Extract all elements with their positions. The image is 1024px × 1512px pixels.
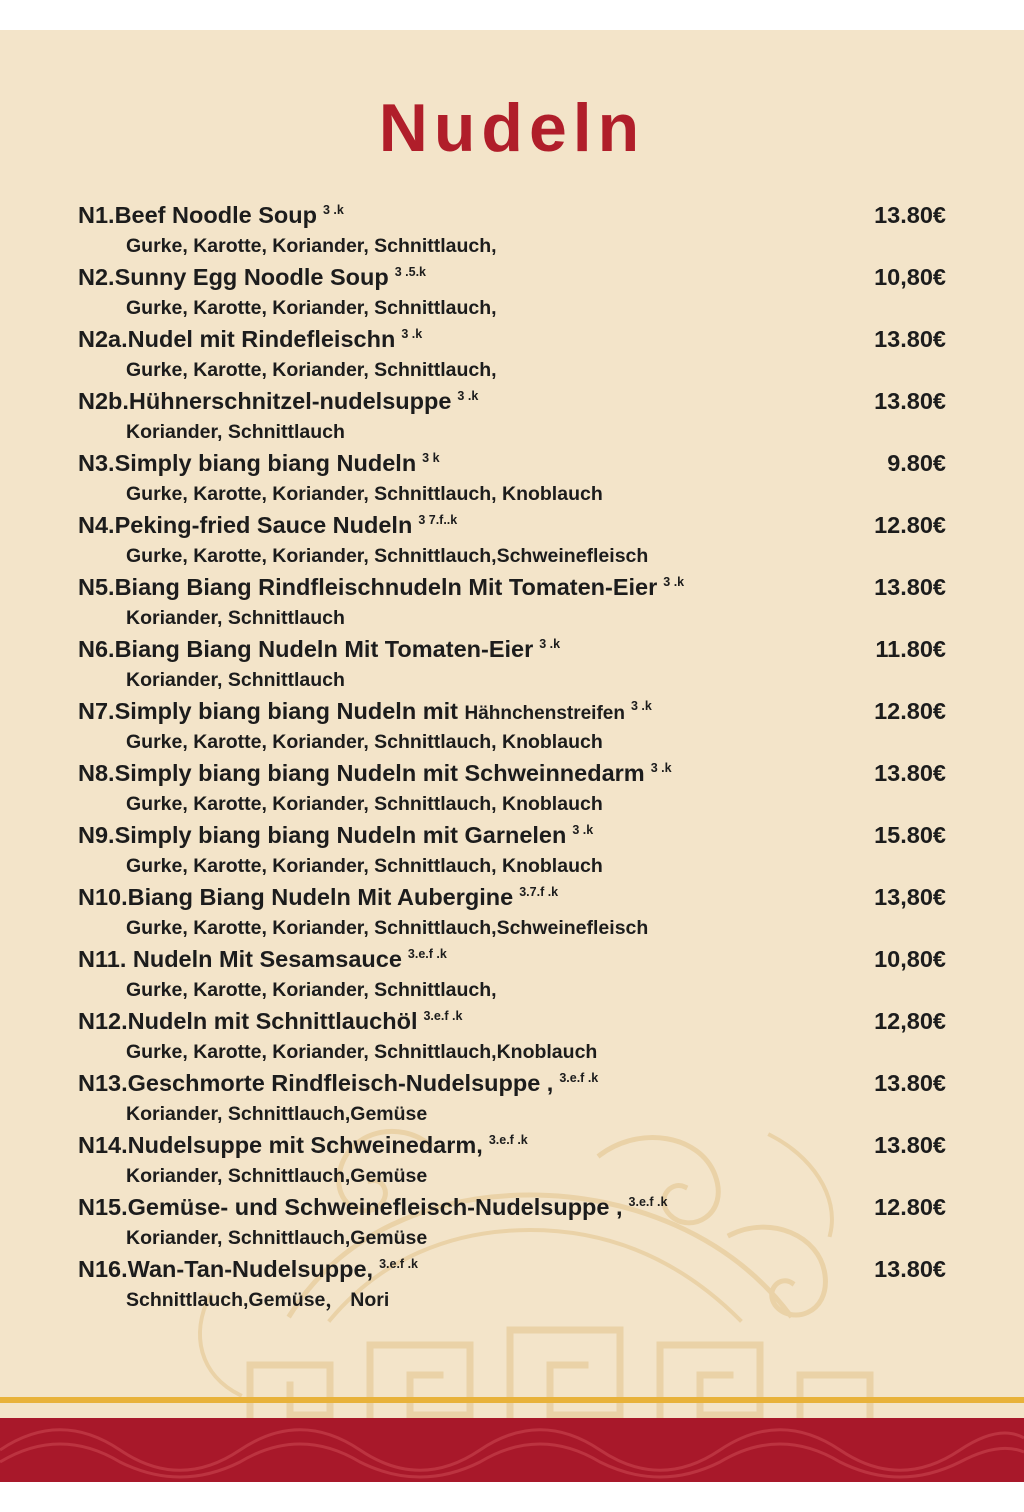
menu-item-price: 13.80€ <box>874 760 946 786</box>
menu-item <box>0 756 1024 818</box>
menu-item-name <box>78 446 440 480</box>
menu-item-price: 13.80€ <box>874 388 946 414</box>
menu-item-price: 12,80€ <box>874 1008 946 1034</box>
menu-item-name <box>78 694 652 728</box>
menu-item-name <box>78 384 478 418</box>
menu-item-price: 13.80€ <box>874 1070 946 1096</box>
menu-item-description: Koriander, Schnittlauch,Gemüse <box>126 1103 428 1125</box>
menu-item-title: N6.Biang Biang Nudeln Mit Tomaten-Eier <box>78 636 534 662</box>
allergen-note: 3 .k <box>322 203 344 218</box>
menu-item <box>0 1128 1024 1190</box>
allergen-note: 3 .k <box>401 327 423 342</box>
menu-item-title: N5.Biang Biang Rindfleischnudeln Mit Tomaten-Eier <box>78 574 658 600</box>
menu-item-description: Gurke, Karotte, Koriander, Schnittlauch,Knoblauch <box>126 1041 598 1063</box>
menu-item <box>0 570 1024 632</box>
menu-item-title: N2.Sunny Egg Noodle Soup <box>78 264 389 290</box>
menu-item-title: N7.Simply biang biang Nudeln mit <box>78 698 458 724</box>
menu-item-price: 11.80€ <box>875 636 946 662</box>
allergen-note: 3.e.f .k <box>379 1257 418 1272</box>
menu-item-title: N12.Nudeln mit Schnittlauchöl <box>78 1008 418 1034</box>
allergen-note: 3 .k <box>663 575 685 590</box>
menu-item-name <box>78 1128 528 1162</box>
menu-item <box>0 694 1024 756</box>
menu-item-price: 10,80€ <box>874 946 946 972</box>
menu-item <box>0 384 1024 446</box>
menu-item-name <box>78 1252 418 1286</box>
menu-item-name <box>78 756 672 790</box>
menu-item <box>0 1252 1024 1314</box>
menu-item-price: 13.80€ <box>874 202 946 228</box>
menu-item <box>0 260 1024 322</box>
menu-item-title: N2b.Hühnerschnitzel-nudelsuppe <box>78 388 452 414</box>
menu-item <box>0 1190 1024 1252</box>
menu-item-price: 9.80€ <box>887 450 946 476</box>
band-pattern <box>0 1418 1024 1482</box>
menu-item-title: N10.Biang Biang Nudeln Mit Aubergine <box>78 884 514 910</box>
menu-item-name <box>78 632 560 666</box>
menu-item <box>0 632 1024 694</box>
menu-item <box>0 942 1024 1004</box>
menu-item-description: Koriander, Schnittlauch <box>126 421 345 443</box>
menu-item-price: 13,80€ <box>874 884 946 910</box>
menu-item-title: N2a.Nudel mit Rindefleischn <box>78 326 396 352</box>
menu-item-description: Gurke, Karotte, Koriander, Schnittlauch, <box>126 297 497 319</box>
allergen-note: 3.7.f .k <box>519 885 559 900</box>
menu-item-description: Koriander, Schnittlauch,Gemüse <box>126 1227 428 1249</box>
menu-item-price: 12.80€ <box>874 512 946 538</box>
menu-item-price: 13.80€ <box>874 1132 946 1158</box>
menu-item-description: Gurke, Karotte, Koriander, Schnittlauch,Schweinefleisch <box>126 917 649 939</box>
allergen-note: 3 .k <box>630 699 652 714</box>
menu-item-price: 12.80€ <box>874 698 946 724</box>
menu-item-description: Koriander, Schnittlauch <box>126 669 345 691</box>
allergen-note: 3.e.f .k <box>407 947 447 962</box>
menu-item <box>0 508 1024 570</box>
allergen-note: 3.e.f .k <box>423 1009 463 1024</box>
menu-item-description: Gurke, Karotte, Koriander, Schnittlauch,Schweinefleisch <box>126 545 649 567</box>
menu-item-name <box>78 198 344 232</box>
menu-item-title: N3.Simply biang biang Nudeln <box>78 450 417 476</box>
menu-item <box>0 880 1024 942</box>
menu-item-description: Gurke, Karotte, Koriander, Schnittlauch, <box>126 979 497 1001</box>
menu-list <box>0 198 1024 1314</box>
menu-item-name <box>78 880 558 914</box>
menu-item-price: 10,80€ <box>874 264 946 290</box>
menu-item-name <box>78 508 457 542</box>
menu-item-price: 15.80€ <box>874 822 946 848</box>
menu-item-name <box>78 1066 598 1100</box>
allergen-note: 3 .k <box>572 823 594 838</box>
menu-item-title: N11. Nudeln Mit Sesamsauce <box>78 946 402 972</box>
menu-item-price: 13.80€ <box>874 326 946 352</box>
menu-item <box>0 1066 1024 1128</box>
menu-item-description: Koriander, Schnittlauch,Gemüse <box>126 1165 428 1187</box>
menu-item-title: N14.Nudelsuppe mit Schweinedarm, <box>78 1132 483 1158</box>
allergen-note: 3 7.f..k <box>418 513 458 528</box>
menu-item-name <box>78 1004 462 1038</box>
menu-page <box>0 30 1024 1482</box>
menu-item-price: 13.80€ <box>874 574 946 600</box>
allergen-note: 3.e.f .k <box>488 1133 528 1148</box>
allergen-note: 3 .5.k <box>394 265 427 280</box>
menu-item-name <box>78 570 684 604</box>
menu-item-title: N8.Simply biang biang Nudeln mit Schweinnedarm <box>78 760 645 786</box>
allergen-note: 3 .k <box>539 637 561 652</box>
allergen-note: 3 .k <box>650 761 672 776</box>
menu-item-name <box>78 260 426 294</box>
decorative-red-band <box>0 1418 1024 1482</box>
allergen-note: 3 .k <box>457 389 479 404</box>
menu-item-title: N9.Simply biang biang Nudeln mit Garnelen <box>78 822 567 848</box>
menu-item-description: Gurke, Karotte, Koriander, Schnittlauch, Knoblauch <box>126 793 603 815</box>
menu-item-title: N4.Peking-fried Sauce Nudeln <box>78 512 413 538</box>
menu-item-description: Schnittlauch,Gemüse， Nori <box>126 1289 390 1311</box>
menu-item-price: 12.80€ <box>874 1194 946 1220</box>
allergen-note: 3.e.f .k <box>559 1071 599 1086</box>
menu-item-title-small: Hähnchenstreifen <box>464 703 625 724</box>
menu-item-description: Gurke, Karotte, Koriander, Schnittlauch, Knoblauch <box>126 855 603 877</box>
menu-item <box>0 198 1024 260</box>
menu-item-description: Koriander, Schnittlauch <box>126 607 345 629</box>
allergen-note: 3.e.f .k <box>628 1195 668 1210</box>
menu-item-description: Gurke, Karotte, Koriander, Schnittlauch, <box>126 235 497 257</box>
menu-item <box>0 446 1024 508</box>
menu-item-title: N13.Geschmorte Rindfleisch-Nudelsuppe , <box>78 1070 554 1096</box>
menu-item-title: N16.Wan-Tan-Nudelsuppe, <box>78 1256 374 1282</box>
menu-item-price: 13.80€ <box>874 1256 946 1282</box>
menu-item-title: N1.Beef Noodle Soup <box>78 202 317 228</box>
page-title: Nudeln <box>378 90 646 166</box>
menu-item-name <box>78 818 593 852</box>
menu-item <box>0 818 1024 880</box>
menu-item <box>0 322 1024 384</box>
menu-item-title: N15.Gemüse- und Schweinefleisch-Nudelsuppe , <box>78 1194 623 1220</box>
menu-item-name <box>78 942 447 976</box>
gold-divider-line <box>0 1397 1024 1403</box>
menu-item-description: Gurke, Karotte, Koriander, Schnittlauch, Knoblauch <box>126 483 603 505</box>
allergen-note: 3 k <box>422 451 440 466</box>
menu-item-name <box>78 322 422 356</box>
menu-item-name <box>78 1190 667 1224</box>
menu-item <box>0 1004 1024 1066</box>
menu-item-description: Gurke, Karotte, Koriander, Schnittlauch, Knoblauch <box>126 731 603 753</box>
menu-item-description: Gurke, Karotte, Koriander, Schnittlauch, <box>126 359 497 381</box>
